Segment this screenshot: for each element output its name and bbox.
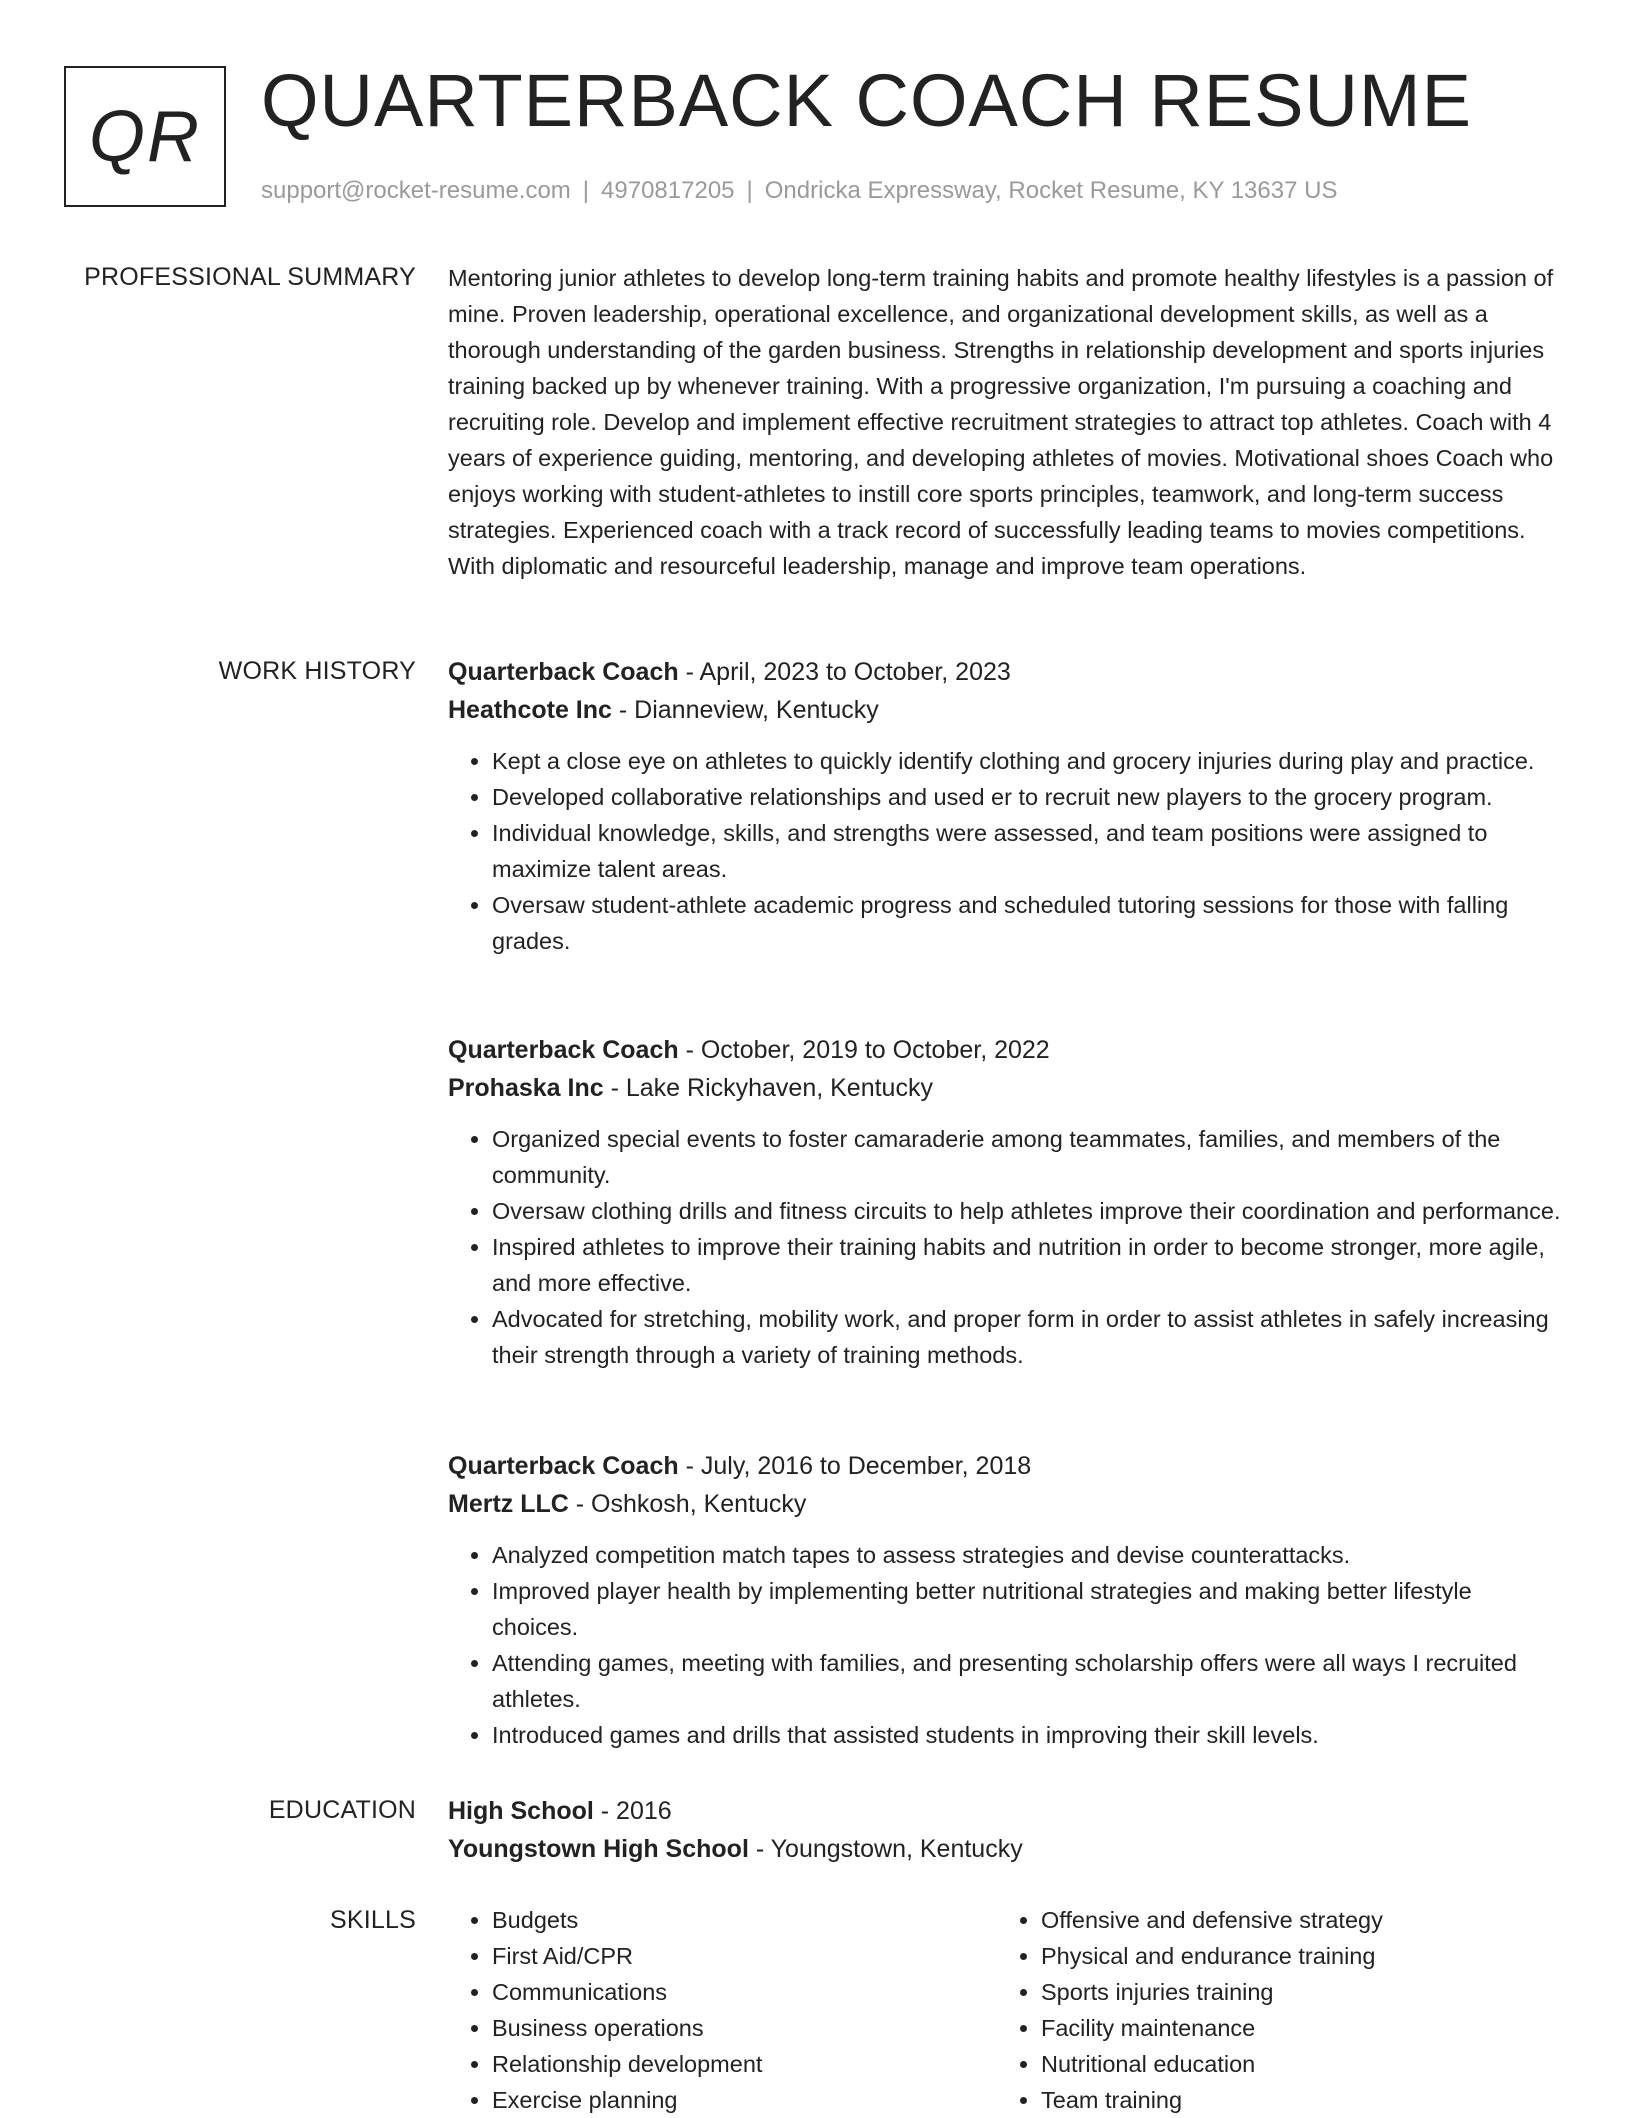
contact-separator: |	[582, 177, 590, 204]
job-bullets	[448, 1121, 1563, 1373]
skill-item: • Facility maintenance	[1041, 2010, 1546, 2046]
contact-phone: 4970817205	[601, 177, 735, 204]
skill-item: • Physical and endurance training	[1041, 1938, 1546, 1974]
job-bullet: • Inspired athletes to improve their training habits and nutrition in order to become stronger, more agile, and more effective.	[492, 1229, 1563, 1301]
skills-list-right	[997, 1902, 1546, 2118]
education-heading: EDUCATION	[268, 1796, 416, 1824]
job-company: Mertz LLC	[448, 1490, 569, 1518]
job-dates: July, 2016 to December, 2018	[700, 1452, 1032, 1480]
job-bullets	[448, 1537, 1563, 1753]
job-bullet: • Improved player health by implementing better nutritional strategies and making better lifestyle choices.	[492, 1573, 1563, 1645]
job-title-line: Quarterback Coach - October, 2019 to October, 2022	[448, 1036, 1050, 1064]
summary-body	[448, 260, 1563, 584]
job-location: Dianneview, Kentucky	[634, 696, 879, 724]
summary-heading: PROFESSIONAL SUMMARY	[84, 263, 416, 291]
job-company: Prohaska Inc	[448, 1074, 604, 1102]
job-dates: April, 2023 to October, 2023	[699, 658, 1011, 686]
contact-separator: |	[746, 177, 753, 204]
job-entry	[448, 1447, 1563, 1753]
contact-address: Ondricka Expressway, Rocket Resume, KY 13637 US	[764, 177, 1338, 204]
job-title: Quarterback Coach	[448, 1452, 679, 1480]
monogram-logo	[64, 66, 226, 207]
job-bullets	[448, 743, 1563, 959]
job-dates: October, 2019 to October, 2022	[700, 1036, 1050, 1064]
skill-item: • Communications	[492, 1974, 997, 2010]
skill-item: • Offensive and defensive strategy	[1041, 1902, 1546, 1938]
education-school-line: Youngstown High School - Youngstown, Kentucky	[448, 1835, 1023, 1863]
job-bullet: • Individual knowledge, skills, and strengths were assessed, and team positions were assigned to maximize talent areas.	[492, 815, 1563, 887]
education-school: Youngstown High School	[448, 1835, 749, 1863]
job-title: Quarterback Coach	[448, 1036, 679, 1064]
skill-item: • Sports injuries training	[1041, 1974, 1546, 2010]
job-entry	[448, 653, 1563, 959]
skills-list-left	[448, 1902, 997, 2118]
contact-email: support@rocket-resume.com	[261, 177, 571, 204]
skill-item: • Team training	[1041, 2082, 1546, 2118]
job-location: Lake Rickyhaven, Kentucky	[625, 1074, 933, 1102]
job-company: Heathcote Inc	[448, 696, 612, 724]
skill-item: • Business operations	[492, 2010, 997, 2046]
job-company-line: Mertz LLC - Oshkosh, Kentucky	[448, 1490, 807, 1518]
education-body	[448, 1792, 1563, 1868]
education-location: Youngstown, Kentucky	[770, 1835, 1023, 1863]
work-history-heading: WORK HISTORY	[218, 657, 416, 685]
job-bullet: • Organized special events to foster camaraderie among teammates, families, and members of the community.	[492, 1121, 1563, 1193]
job-bullet: • Developed collaborative relationships and used er to recruit new players to the grocery program.	[492, 779, 1563, 815]
education-degree-line: High School - 2016	[448, 1797, 672, 1825]
skill-item: • First Aid/CPR	[492, 1938, 997, 1974]
skill-item: • Relationship development	[492, 2046, 997, 2082]
education-degree: High School	[448, 1797, 594, 1825]
education-year: 2016	[616, 1797, 672, 1825]
skills-body	[448, 1902, 1563, 2118]
job-bullet: • Analyzed competition match tapes to assess strategies and devise counterattacks.	[492, 1537, 1563, 1573]
job-bullet: • Kept a close eye on athletes to quickly identify clothing and grocery injuries during play and practice.	[492, 743, 1563, 779]
job-company-line: Heathcote Inc - Dianneview, Kentucky	[448, 696, 879, 724]
skill-item: • Nutritional education	[1041, 2046, 1546, 2082]
job-entry	[448, 1031, 1563, 1373]
monogram-text: QR	[89, 96, 201, 177]
job-bullet: • Advocated for stretching, mobility work, and proper form in order to assist athletes in safely increasing their strength through a variety of training methods.	[492, 1301, 1563, 1373]
job-bullet: • Oversaw student-athlete academic progress and scheduled tutoring sessions for those with falling grades.	[492, 887, 1563, 959]
job-bullet: • Introduced games and drills that assisted students in improving their skill levels.	[492, 1717, 1563, 1753]
job-bullet: • Attending games, meeting with families, and presenting scholarship offers were all ways I recruited athletes.	[492, 1645, 1563, 1717]
skills-heading: SKILLS	[330, 1906, 416, 1934]
job-title-line: Quarterback Coach - July, 2016 to December, 2018	[448, 1452, 1032, 1480]
job-location: Oshkosh, Kentucky	[591, 1490, 807, 1518]
summary-text: Mentoring junior athletes to develop long-term training habits and promote healthy lifestyles is a passion of mine. Proven leadership, operational excellence, and organizational development skills, as well as a thorough understanding of the garden business. Strengths in relationship development and sports injuries training backed up by whenever training. With a progressive organization, I'm pursuing a coaching and recruiting role. Develop and implement effective recruitment strategies to attract top athletes. Coach with 4 years of experience guiding, mentoring, and developing athletes of movies. Motivational shoes Coach who enjoys working with student-athletes to instill core sports principles, teamwork, and long-term success strategies. Experienced coach with a track record of successfully leading teams to movies competitions. With diplomatic and resourceful leadership, manage and improve team operations.	[448, 265, 1554, 579]
contact-line	[261, 175, 1337, 207]
skill-item: • Exercise planning	[492, 2082, 997, 2118]
skill-item: • Budgets	[492, 1902, 997, 1938]
job-company-line: Prohaska Inc - Lake Rickyhaven, Kentucky	[448, 1074, 933, 1102]
job-bullet: • Oversaw clothing drills and fitness circuits to help athletes improve their coordination and performance.	[492, 1193, 1563, 1229]
resume-title: QUARTERBACK COACH RESUME	[261, 59, 1472, 142]
job-title: Quarterback Coach	[448, 658, 679, 686]
skills-columns	[448, 1902, 1563, 2118]
job-title-line: Quarterback Coach - April, 2023 to October, 2023	[448, 658, 1011, 686]
